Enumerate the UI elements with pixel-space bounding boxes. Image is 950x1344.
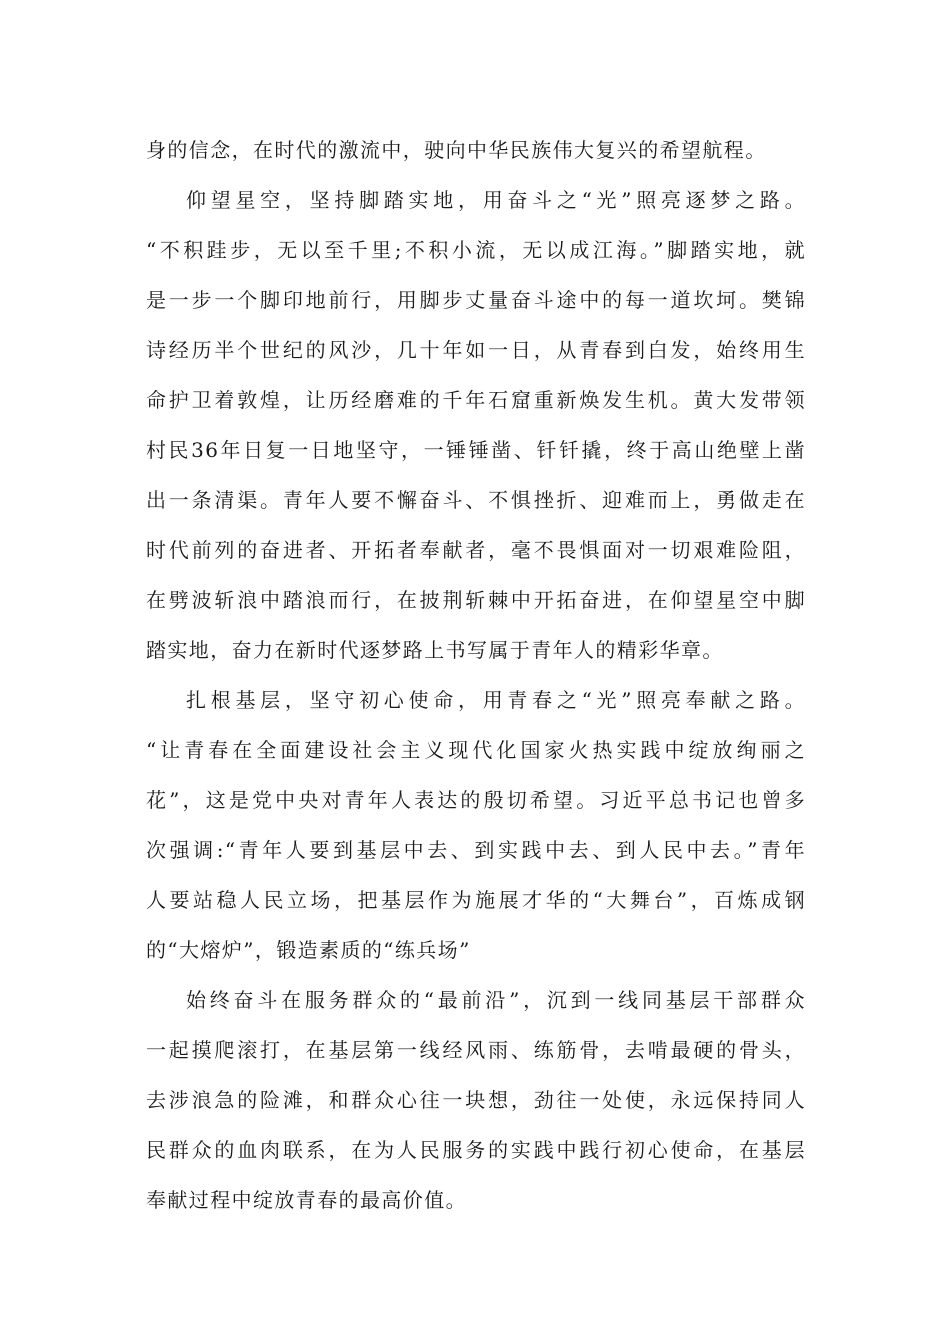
paragraph-line: 是一步一个脚印地前行，用脚步丈量奋斗途中的每一道坎坷。樊锦 (146, 288, 806, 312)
paragraph-line: 仰望星空，坚持脚踏实地，用奋斗之“光”照亮逐梦之路。 (186, 188, 806, 212)
paragraph-line: 始终奋斗在服务群众的“最前沿”，沉到一线同基层干部群众 (186, 988, 806, 1012)
paragraph-line: 村民36年日复一日地坚守，一锤锤凿、钎钎撬，终于高山绝壁上凿 (146, 438, 806, 462)
body-text (146, 130, 806, 1230)
paragraph-line: 的“大熔炉”，锻造素质的“练兵场” (146, 938, 471, 962)
paragraph-line: 在劈波斩浪中踏浪而行，在披荆斩棘中开拓奋进，在仰望星空中脚 (146, 588, 806, 612)
paragraph-line: “不积跬步，无以至千里;不积小流，无以成江海。”脚踏实地，就 (146, 238, 806, 262)
paragraph-line: 去涉浪急的险滩，和群众心往一块想，劲往一处使，永远保持同人 (146, 1088, 806, 1112)
paragraph-line: 人要站稳人民立场，把基层作为施展才华的“大舞台”，百炼成钢 (146, 888, 806, 912)
paragraph-line: 民群众的血肉联系，在为人民服务的实践中践行初心使命，在基层 (146, 1138, 806, 1162)
paragraph-line: 次强调:“青年人要到基层中去、到实践中去、到人民中去。”青年 (146, 838, 806, 862)
paragraph-line: 命护卫着敦煌，让历经磨难的千年石窟重新焕发生机。黄大发带领 (146, 388, 806, 412)
paragraph-line: 踏实地，奋力在新时代逐梦路上书写属于青年人的精彩华章。 (146, 638, 724, 662)
paragraph-line: “让青春在全面建设社会主义现代化国家火热实践中绽放绚丽之 (146, 738, 806, 762)
paragraph-line: 诗经历半个世纪的风沙，几十年如一日，从青春到白发，始终用生 (146, 338, 806, 362)
paragraph-line: 一起摸爬滚打，在基层第一线经风雨、练筋骨，去啃最硬的骨头， (146, 1038, 806, 1062)
paragraph-line: 扎根基层，坚守初心使命，用青春之“光”照亮奉献之路。 (186, 688, 806, 712)
paragraph-line: 时代前列的奋进者、开拓者奉献者，毫不畏惧面对一切艰难险阻， (146, 538, 806, 562)
paragraph-line: 身的信念，在时代的激流中，驶向中华民族伟大复兴的希望航程。 (146, 138, 767, 162)
paragraph-line: 出一条清渠。青年人要不懈奋斗、不惧挫折、迎难而上，勇做走在 (146, 488, 806, 512)
paragraph-line: 奉献过程中绽放青春的最高价值。 (146, 1188, 467, 1212)
paragraph-line: 花”，这是党中央对青年人表达的殷切希望。习近平总书记也曾多 (146, 788, 806, 812)
